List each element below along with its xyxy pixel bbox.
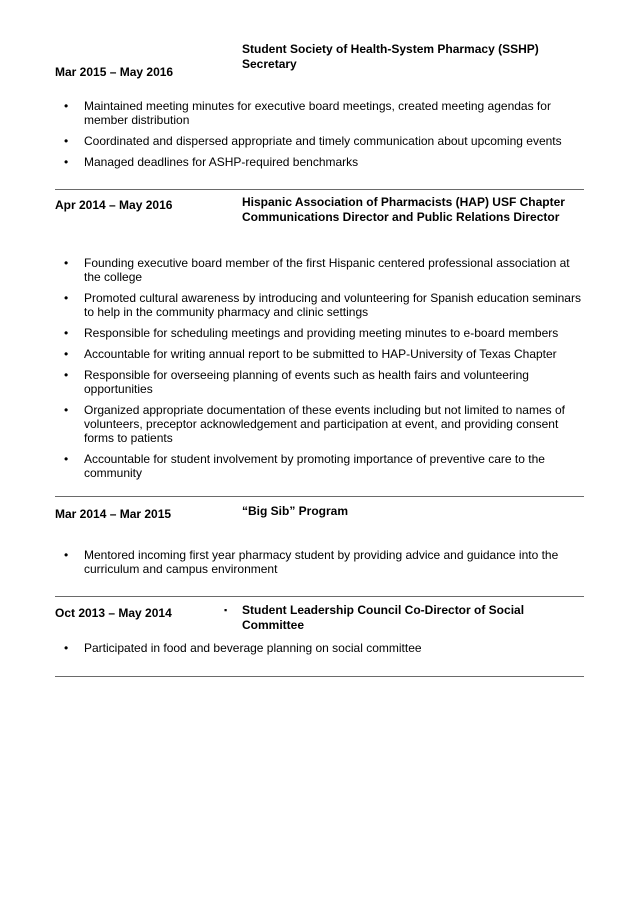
bullet-icon: •: [64, 256, 69, 270]
bullet-icon: •: [64, 452, 69, 466]
bullet-icon: •: [64, 347, 69, 361]
list-item: • Organized appropriate documentation of these events including but not limited to names of volunteers, preceptor acknowledgement and participation at event, and providing consent forms to patients: [64, 403, 565, 445]
section-4-title: [224, 603, 582, 633]
list-item: • Managed deadlines for ASHP-required benchmarks: [64, 155, 359, 169]
section-2-date: Apr 2014 – May 2016: [55, 198, 173, 212]
list-item: • Coordinated and dispersed appropriate and timely communication about upcoming events: [64, 134, 562, 148]
bullet-icon: •: [64, 641, 69, 655]
bullet-icon: •: [64, 155, 69, 169]
bullet-icon: •: [64, 326, 69, 340]
section-1-date: Mar 2015 – May 2016: [55, 65, 174, 79]
bullet-icon: •: [64, 291, 69, 305]
bullet-icon: •: [64, 403, 69, 417]
section-4-bullets: [64, 641, 584, 662]
list-item: • Responsible for overseeing planning of events such as health fairs and volunteering opportunities: [64, 368, 529, 396]
list-item: • Maintained meeting minutes for executive board meetings, created meeting agendas for member distribution: [64, 99, 551, 127]
section-2-title: Hispanic Association of Pharmacists (HAP) USF Chapter Communications Director and Public Relations Director: [242, 195, 565, 224]
list-item: • Mentored incoming first year pharmacy student by providing advice and guidance into the curriculum and campus environment: [64, 548, 559, 576]
list-item: • Accountable for writing annual report to be submitted to HAP-University of Texas Chapter: [64, 347, 557, 361]
list-item: • Responsible for scheduling meetings and providing meeting minutes to e-board members: [64, 326, 559, 340]
section-1-bullets: [64, 99, 584, 176]
section-1-title: Student Society of Health-System Pharmacy (SSHP) Secretary: [242, 42, 539, 71]
section-4-title-text: Student Leadership Council Co-Director of Social Committee: [242, 603, 525, 632]
bullet-icon: •: [64, 134, 69, 148]
section-divider: [55, 496, 584, 497]
section-divider: [55, 596, 584, 597]
section-3-date: Mar 2014 – Mar 2015: [55, 507, 172, 521]
section-divider: [55, 676, 584, 677]
section-2-bullets: [64, 256, 584, 487]
list-item: • Founding executive board member of the first Hispanic centered professional association at the college: [64, 256, 570, 284]
list-item: • Participated in food and beverage planning on social committee: [64, 641, 422, 655]
bullet-icon: •: [64, 368, 69, 382]
bullet-icon: •: [64, 548, 69, 562]
section-4-date: Oct 2013 – May 2014: [55, 606, 172, 620]
square-bullet-icon: ▪: [224, 605, 228, 615]
bullet-icon: •: [64, 99, 69, 113]
section-3-bullets: [64, 548, 584, 583]
section-3-title: “Big Sib” Program: [242, 504, 349, 518]
list-item: • Promoted cultural awareness by introducing and volunteering for Spanish education seminars to help in the community pharmacy and clinic settings: [64, 291, 581, 319]
list-item: • Accountable for student involvement by promoting importance of preventive care to the community: [64, 452, 545, 480]
section-divider: [55, 189, 584, 190]
